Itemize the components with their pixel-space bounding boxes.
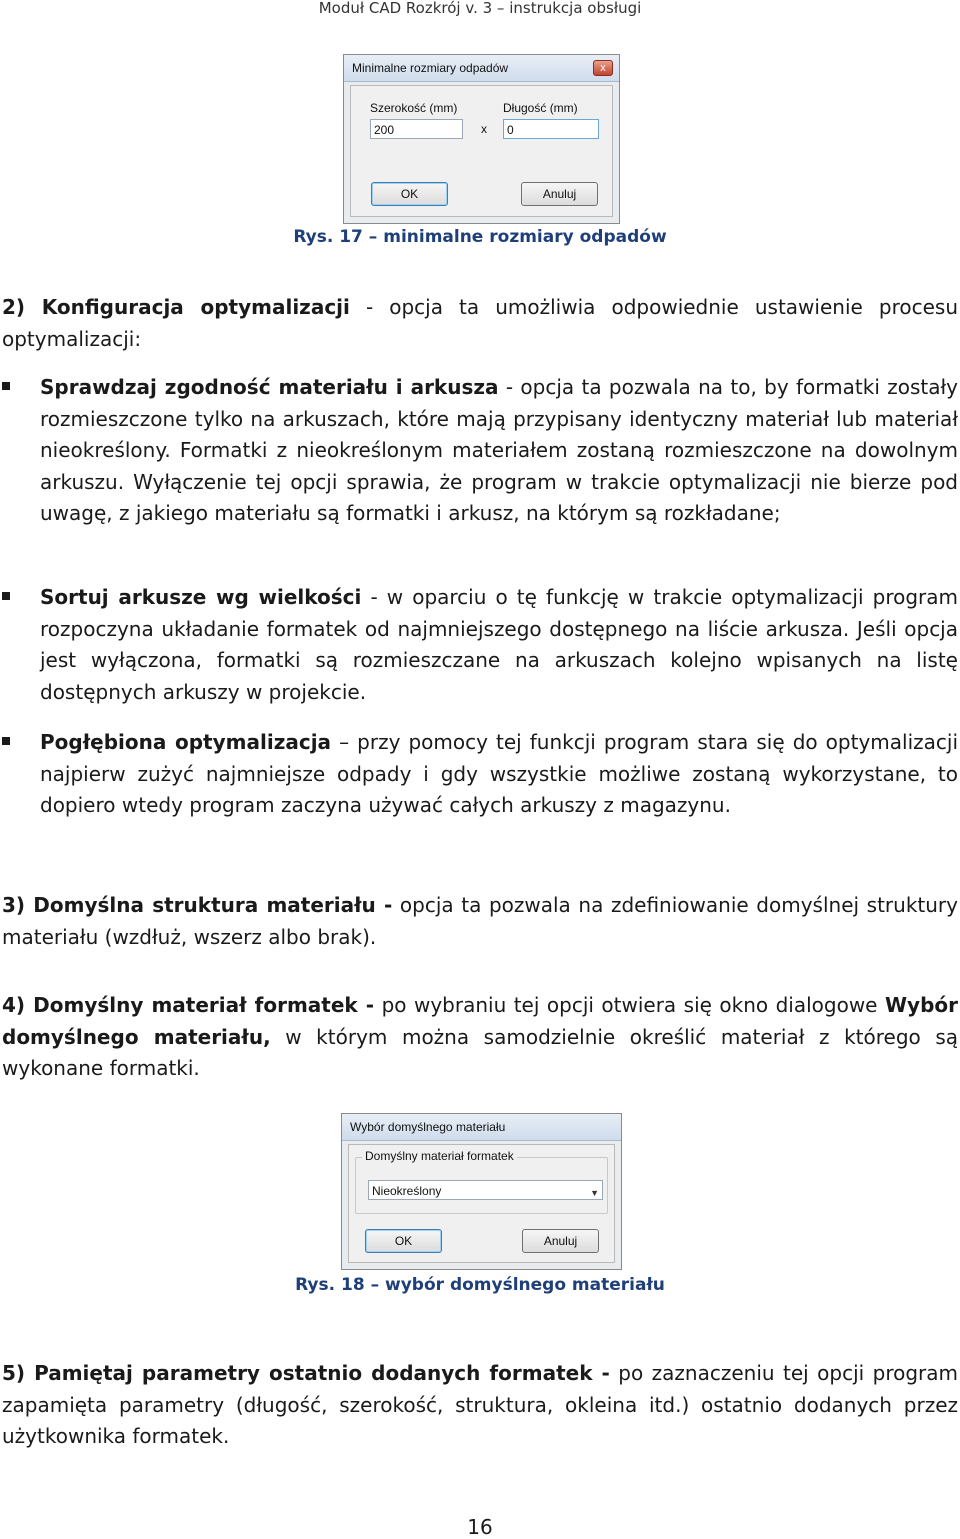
close-icon[interactable]: x xyxy=(593,60,613,76)
bullet-icon xyxy=(2,382,10,390)
dialog-titlebar xyxy=(344,55,619,82)
bullet-body: - opcja ta pozwala na to, by formatki zostały rozmieszczone tylko na arkuszach, które mają przypisany identyczny materiał lub materiał nieokreślony. Formatki z nieokreślonym materiałem zostaną rozmieszczone na dowolnym arkuszu. Wyłączenie tej opcji sprawia, że program w trakcie optymalizacji nie bierze pod uwagę, z jakiego materiału są formatki i arkusz, na którym są rozkładane; xyxy=(40,375,958,525)
width-label: Szerokość (mm) xyxy=(370,101,458,115)
section-4-text-b: w którym można samodzielnie określić materiał z którego są wykonane formatki. xyxy=(2,1024,958,1080)
figure-caption-18: Rys. 18 – wybór domyślnego materiału xyxy=(295,1275,665,1295)
section-2-text: - opcja ta umożliwia odpowiednie ustawienie procesu optymalizacji: xyxy=(2,295,958,351)
bullet-icon xyxy=(2,592,10,600)
dialog-title: Wybór domyślnego materiału xyxy=(350,1120,506,1134)
bullet-icon xyxy=(2,737,10,745)
bullet-body: – przy pomocy tej funkcji program stara się do optymalizacji najpierw zużyć najmniejsze odpady i gdy wszystkie możliwe zostaną wykorzystane, to dopiero wtedy program zaczyna używać całych arkuszy z magazynu. xyxy=(40,730,959,817)
section-3 xyxy=(2,890,958,953)
dialog-titlebar xyxy=(342,1114,621,1141)
section-5-heading: 5) Pamiętaj parametry ostatnio dodanych formatek - xyxy=(2,1361,610,1385)
ok-button[interactable]: OK xyxy=(365,1229,442,1253)
section-3-text: opcja ta pozwala na zdefiniowanie domyślnej struktury materiału (wzdłuż, wszerz albo brak). xyxy=(2,893,958,949)
cancel-button[interactable]: Anuluj xyxy=(522,1229,599,1253)
document-header: Moduł CAD Rozkrój v. 3 – instrukcja obsługi xyxy=(318,0,642,17)
bullet-item xyxy=(40,372,958,530)
bullet-title: Sortuj arkusze wg wielkości xyxy=(40,585,362,609)
bullet-item xyxy=(40,727,958,822)
dimension-separator: x xyxy=(481,122,487,136)
section-4-dialog-name: Wybór domyślnego materiału, xyxy=(2,993,958,1049)
section-4 xyxy=(2,990,958,1085)
section-5 xyxy=(2,1358,958,1453)
material-select-value: Nieokreślony xyxy=(372,1184,442,1198)
section-4-heading: 4) Domyślny materiał formatek - xyxy=(2,993,375,1017)
section-3-heading: 3) Domyślna struktura materiału - xyxy=(2,893,393,917)
section-5-text: po zaznaczeniu tej opcji program zapamięta parametry (długość, szerokość, struktura, okleina itd.) ostatnio dodanych przez użytkownika formatek. xyxy=(2,1361,958,1448)
page-number: 16 xyxy=(467,1515,493,1539)
dialog-title: Minimalne rozmiary odpadów xyxy=(352,61,509,75)
bullet-body: - w oparciu o tę funkcję w trakcie optymalizacji program rozpoczyna układanie formatek od najmniejszego dostępnego na liście arkusza. Jeśli opcja jest wyłączona, formatki są rozmieszczane na arkuszach kolejno wpisanych na listę dostępnych arkuszy w projekcie. xyxy=(40,585,958,704)
group-label: Domyślny materiał formatek xyxy=(362,1149,517,1163)
section-2-heading: 2) Konfiguracja optymalizacji xyxy=(2,295,350,319)
length-input[interactable]: 0 xyxy=(503,119,599,139)
width-input[interactable]: 200 xyxy=(370,119,463,139)
default-material-group xyxy=(355,1149,608,1214)
ok-button[interactable]: OK xyxy=(371,182,448,206)
dialog-body xyxy=(350,85,613,217)
default-material-dialog xyxy=(341,1113,622,1270)
material-select[interactable] xyxy=(368,1180,603,1200)
bullet-title: Sprawdzaj zgodność materiału i arkusza xyxy=(40,375,499,399)
figure-caption-17: Rys. 17 – minimalne rozmiary odpadów xyxy=(293,227,667,247)
cancel-button[interactable]: Anuluj xyxy=(521,182,598,206)
min-waste-dialog xyxy=(343,54,620,224)
chevron-down-icon[interactable]: ▼ xyxy=(590,1188,599,1198)
dialog-body xyxy=(348,1144,615,1263)
bullet-item xyxy=(40,582,958,708)
length-label: Długość (mm) xyxy=(503,101,578,115)
section-2 xyxy=(2,292,958,355)
bullet-title: Pogłębiona optymalizacja xyxy=(40,730,332,754)
section-4-text-a: po wybraniu tej opcji otwiera się okno dialogowe xyxy=(374,993,885,1017)
